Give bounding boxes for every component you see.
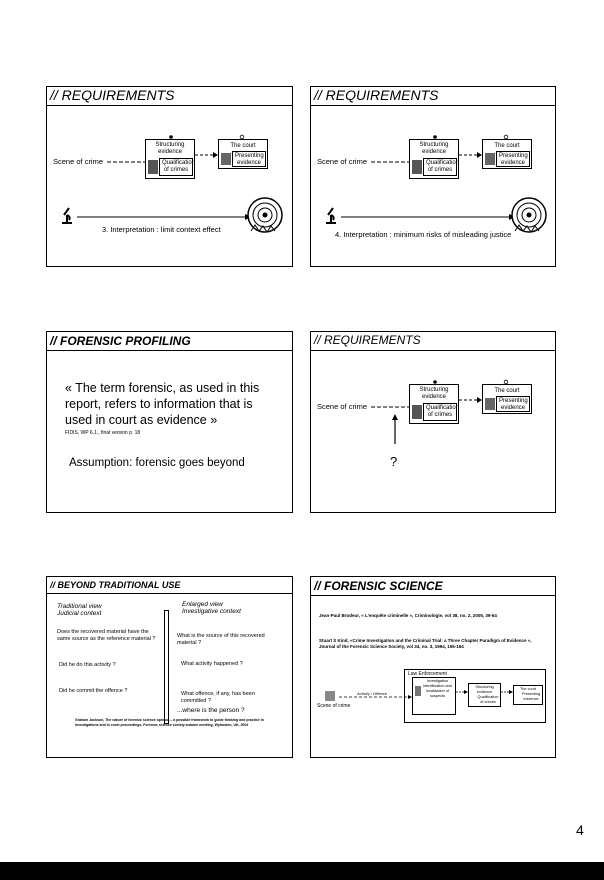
qualification-box bbox=[423, 158, 460, 176]
structuring-label: Structuring evidence bbox=[419, 142, 449, 155]
right-item-4: ...where is the person ? bbox=[177, 707, 245, 714]
structuring-label: Structuring evidence bbox=[155, 142, 185, 155]
scene-of-crime-label: Scene of crime bbox=[317, 402, 368, 411]
forensic-quote: « The term forensic, as used in this report, refers to information that is used in court as evidence » bbox=[65, 381, 260, 427]
presenting-label: Presenting evidence bbox=[235, 153, 264, 166]
structuring-evidence-box bbox=[409, 139, 459, 179]
reference-text: Graham Jackson, The nature of forensic science opinion – a possible framework to guide thinking and practice in investigations and in court proceedings, Forensic science society autumn meeting, Wyboston, UK, 2004 bbox=[75, 718, 264, 727]
presenting-box bbox=[232, 151, 266, 167]
interpretation-caption: 4. Interpretation : minimum risks of misleading justice bbox=[335, 230, 512, 239]
presenting-box bbox=[496, 151, 530, 167]
court-box bbox=[482, 384, 532, 414]
qualification-label: Qualification of crimes bbox=[426, 405, 460, 418]
investigation-box bbox=[412, 677, 456, 715]
presenting-label: Presenting evidence bbox=[521, 692, 541, 701]
detective-icon bbox=[415, 686, 421, 696]
reference-1: Jean-Paul Brodeur, « L'enquête criminelle », Criminologie, vol 38, no. 2, 2005, 39-64 bbox=[319, 613, 497, 618]
scene-icon bbox=[325, 691, 335, 701]
judge-icon bbox=[148, 160, 158, 174]
reference-2: Stuart S Kind, «Crime Investigation and the Criminal Trial: a Three Chapter Paradigm of Evidence », Journal of the Forensic Science Society, vol 34, no. 3, 1994, 155-164 bbox=[319, 638, 532, 649]
structuring-evidence-box bbox=[468, 683, 501, 707]
judge-icon bbox=[412, 160, 422, 174]
assumption-text: Assumption: forensic goes beyond bbox=[69, 457, 245, 469]
slide-title: // REQUIREMENTS bbox=[314, 87, 439, 103]
slide-forensic-science bbox=[310, 576, 556, 758]
presenting-label: Presenting evidence bbox=[499, 398, 528, 411]
slide-title: // REQUIREMENTS bbox=[50, 87, 175, 103]
slide-title: // FORENSIC PROFILING bbox=[50, 334, 191, 348]
target-icon bbox=[245, 195, 285, 235]
gavel-icon bbox=[221, 153, 231, 165]
structuring-label: Structuring evidence bbox=[419, 387, 449, 400]
right-item-3: What offence, if any, has been committed ? bbox=[181, 691, 255, 704]
scene-of-crime-label: Scene of crime bbox=[53, 157, 104, 166]
page-number: 4 bbox=[576, 822, 584, 838]
qualification-box bbox=[159, 158, 196, 176]
qualification-label: Qualification of crimes bbox=[426, 160, 460, 173]
interpretation-caption: 3. Interpretation : limit context effect bbox=[102, 225, 221, 234]
slide-title-bar bbox=[47, 577, 292, 594]
investigation-label: Investigation Identification and localisation of suspects bbox=[423, 679, 452, 698]
quote-source: FIDIS, WP 6.1., final version p. 18 bbox=[65, 430, 141, 436]
flow-arrows bbox=[311, 577, 556, 758]
scene-of-crime-label: Scene of crime bbox=[317, 703, 351, 709]
left-item-1: Does the recovered material have the same source as the reference material ? bbox=[57, 629, 156, 642]
left-item-2: Did he do this activity ? bbox=[59, 662, 116, 668]
slide-title: // FORENSIC SCIENCE bbox=[314, 579, 443, 593]
gavel-icon bbox=[485, 153, 495, 165]
law-enforcement-label: Law Enforcement bbox=[408, 671, 447, 677]
slide-title: // BEYOND TRADITIONAL USE bbox=[50, 580, 181, 590]
presenting-label: Presenting evidence bbox=[499, 153, 528, 166]
presenting-box bbox=[496, 396, 530, 412]
qualification-label: Qualification of crimes bbox=[162, 160, 196, 173]
court-label: The court bbox=[494, 143, 520, 149]
court-box bbox=[218, 139, 268, 169]
judge-icon bbox=[412, 405, 422, 419]
qualification-box bbox=[423, 403, 460, 421]
right-item-1: What is the source of this recovered material ? bbox=[177, 633, 265, 646]
slide-requirements-3 bbox=[46, 86, 293, 267]
microscope-icon bbox=[59, 205, 75, 225]
structuring-label: Structuring evidence bbox=[475, 685, 494, 694]
enlarged-view-heading: Enlarged view Investigative context bbox=[182, 601, 241, 615]
question-mark: ? bbox=[390, 454, 398, 469]
qualification-label: Qualification of crimes bbox=[477, 695, 499, 704]
traditional-view-heading: Traditional view Judicial context bbox=[57, 603, 102, 617]
bottom-bar bbox=[0, 862, 604, 880]
court-box bbox=[482, 139, 532, 169]
target-icon bbox=[509, 195, 549, 235]
court-label: The court bbox=[230, 143, 256, 149]
gavel-icon bbox=[485, 398, 495, 410]
right-item-2: What activity happened ? bbox=[181, 661, 243, 667]
slide-requirements-question bbox=[310, 331, 556, 513]
left-item-3: Did he commit the offence ? bbox=[59, 688, 128, 694]
slide-forensic-profiling bbox=[46, 331, 293, 513]
structuring-evidence-box bbox=[145, 139, 195, 179]
slide-title: // REQUIREMENTS bbox=[314, 333, 421, 347]
court-box bbox=[513, 685, 543, 705]
structuring-evidence-box bbox=[409, 384, 459, 424]
slide-requirements-4 bbox=[310, 86, 556, 267]
scene-of-crime-label: Scene of crime bbox=[317, 157, 368, 166]
slide-beyond-traditional-use bbox=[46, 576, 293, 758]
divider-bar bbox=[164, 610, 169, 724]
slide-title-bar bbox=[47, 332, 292, 351]
microscope-icon bbox=[323, 205, 339, 225]
court-label: The court bbox=[519, 687, 537, 691]
court-label: The court bbox=[494, 388, 520, 394]
activity-label: Activity / Offence bbox=[357, 691, 388, 696]
